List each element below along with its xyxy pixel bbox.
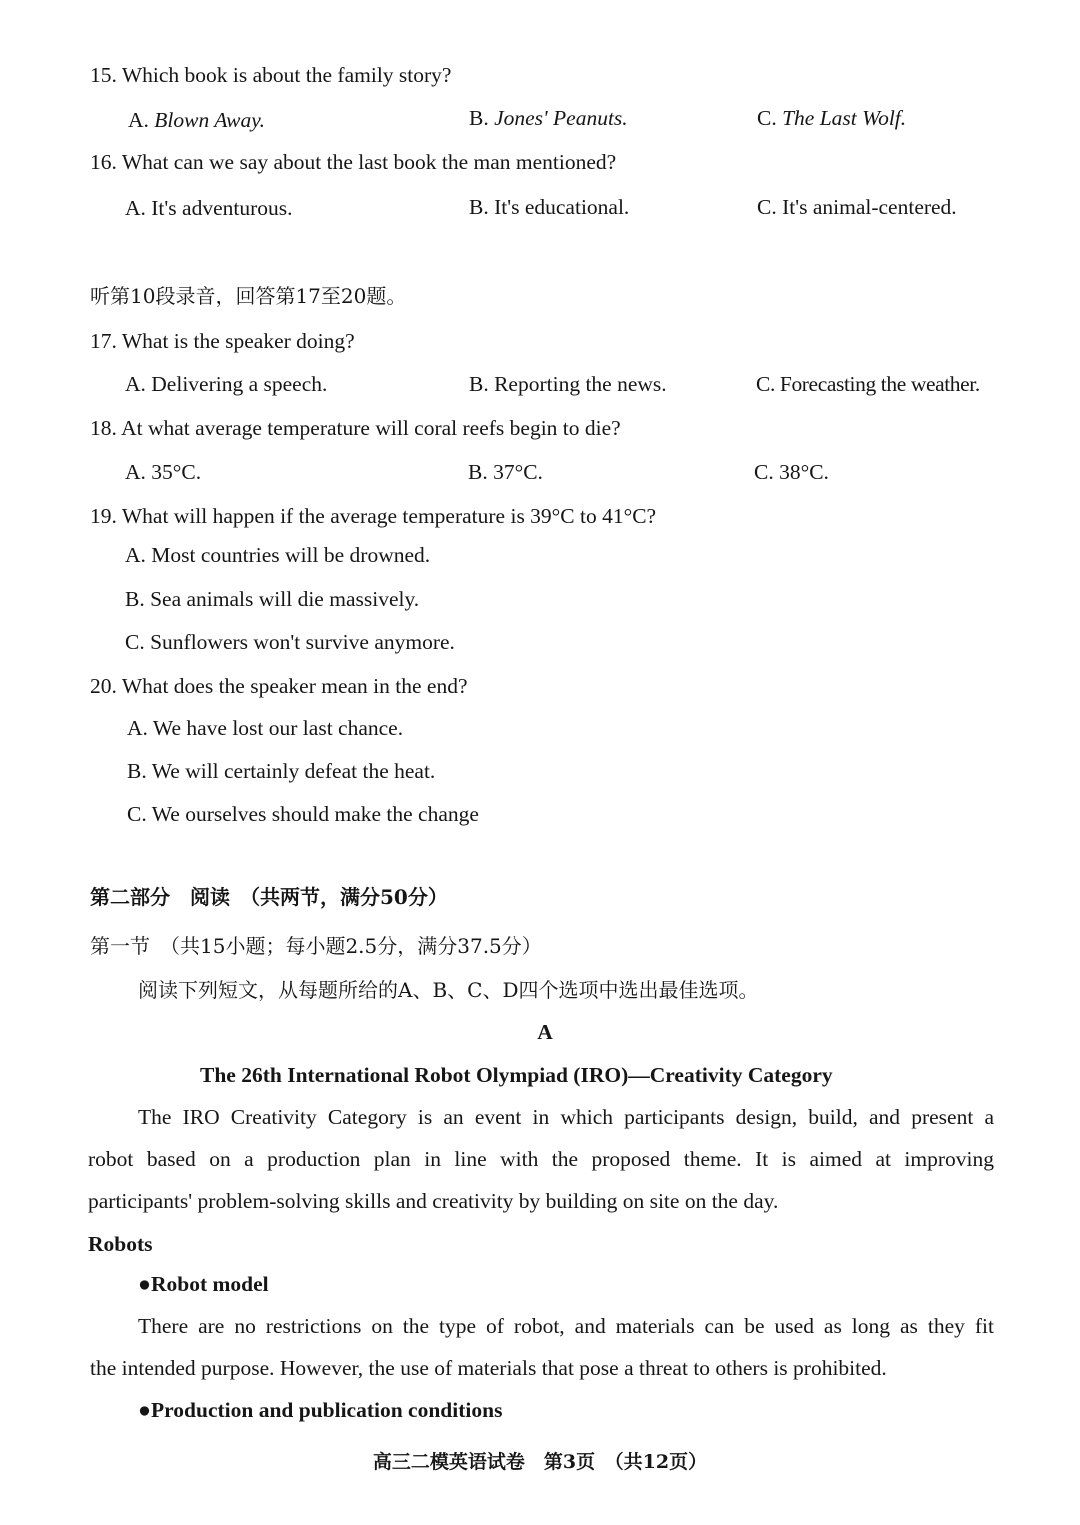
paragraph-2-line-1: There are no restrictions on the type of robot, and materials can be used as long as they fit (138, 1314, 994, 1338)
q15-c-title: The Last Wolf. (782, 106, 907, 130)
q15-option-a (128, 107, 265, 133)
q15-option-b (469, 105, 628, 131)
reading-instruction: 阅读下列短文，从每题所给的A、B、C、D四个选项中选出最佳选项。 (138, 978, 759, 1002)
q15-b-title: Jones' Peanuts. (494, 106, 628, 130)
page-footer: 高三二模英语试卷 第3页 （共12页） (372, 1451, 708, 1473)
q18-option-b: B. 37°C. (468, 460, 543, 484)
section-1-heading: 第一节 （共15小题；每小题2.5分，满分37.5分） (90, 934, 542, 958)
q17-option-a: A. Delivering a speech. (125, 372, 328, 396)
q18-option-a: A. 35°C. (125, 460, 202, 484)
q16-option-c: C. It's animal-centered. (757, 195, 957, 219)
q17-stem: 17. What is the speaker doing? (90, 329, 355, 353)
q15-a-title: Blown Away. (154, 108, 265, 132)
part-2-heading: 第二部分 阅读 （共两节，满分50分） (90, 885, 448, 909)
robot-model-heading: ●Robot model (138, 1272, 269, 1296)
passage-letter: A (537, 1020, 553, 1044)
robots-heading: Robots (88, 1232, 153, 1256)
q16-option-b: B. It's educational. (469, 195, 630, 219)
q20-option-a: A. We have lost our last chance. (127, 716, 404, 740)
paragraph-1-line-2: robot based on a production plan in line with the proposed theme. It is aimed at improving (88, 1147, 994, 1171)
q19-stem: 19. What will happen if the average temperature is 39°C to 41°C? (90, 504, 657, 528)
q15-c-label: C. (757, 106, 783, 130)
q15-a-label: A. (128, 108, 155, 132)
q18-option-c: C. 38°C. (754, 460, 829, 484)
paragraph-2-line-2: the intended purpose. However, the use of materials that pose a threat to others is prohibited. (90, 1356, 887, 1380)
passage-title: The 26th International Robot Olympiad (IRO)—Creativity Category (200, 1063, 833, 1087)
q20-option-c: C. We ourselves should make the change (127, 802, 479, 826)
q15-option-c (757, 105, 906, 131)
q16-stem: 16. What can we say about the last book the man mentioned? (90, 150, 617, 174)
q19-option-c: C. Sunflowers won't survive anymore. (125, 630, 455, 654)
paragraph-1-line-3: participants' problem-solving skills and creativity by building on site on the day. (88, 1189, 779, 1213)
production-conditions-heading: ●Production and publication conditions (138, 1398, 503, 1422)
q18-stem: 18. At what average temperature will coral reefs begin to die? (90, 416, 621, 440)
q19-option-b: B. Sea animals will die massively. (125, 587, 420, 611)
q19-option-a: A. Most countries will be drowned. (125, 543, 431, 567)
q20-option-b: B. We will certainly defeat the heat. (127, 759, 436, 783)
q15-stem: 15. Which book is about the family story? (90, 63, 452, 87)
section-10-instruction: 听第10段录音，回答第17至20题。 (90, 284, 407, 308)
q20-stem: 20. What does the speaker mean in the end? (90, 674, 468, 698)
q17-option-b: B. Reporting the news. (469, 372, 667, 396)
paragraph-1-line-1: The IRO Creativity Category is an event in which participants design, build, and present a (138, 1105, 994, 1129)
q17-option-c: C. Forecasting the weather. (756, 372, 980, 396)
q15-b-label: B. (469, 106, 495, 130)
q16-option-a: A. It's adventurous. (125, 196, 293, 220)
